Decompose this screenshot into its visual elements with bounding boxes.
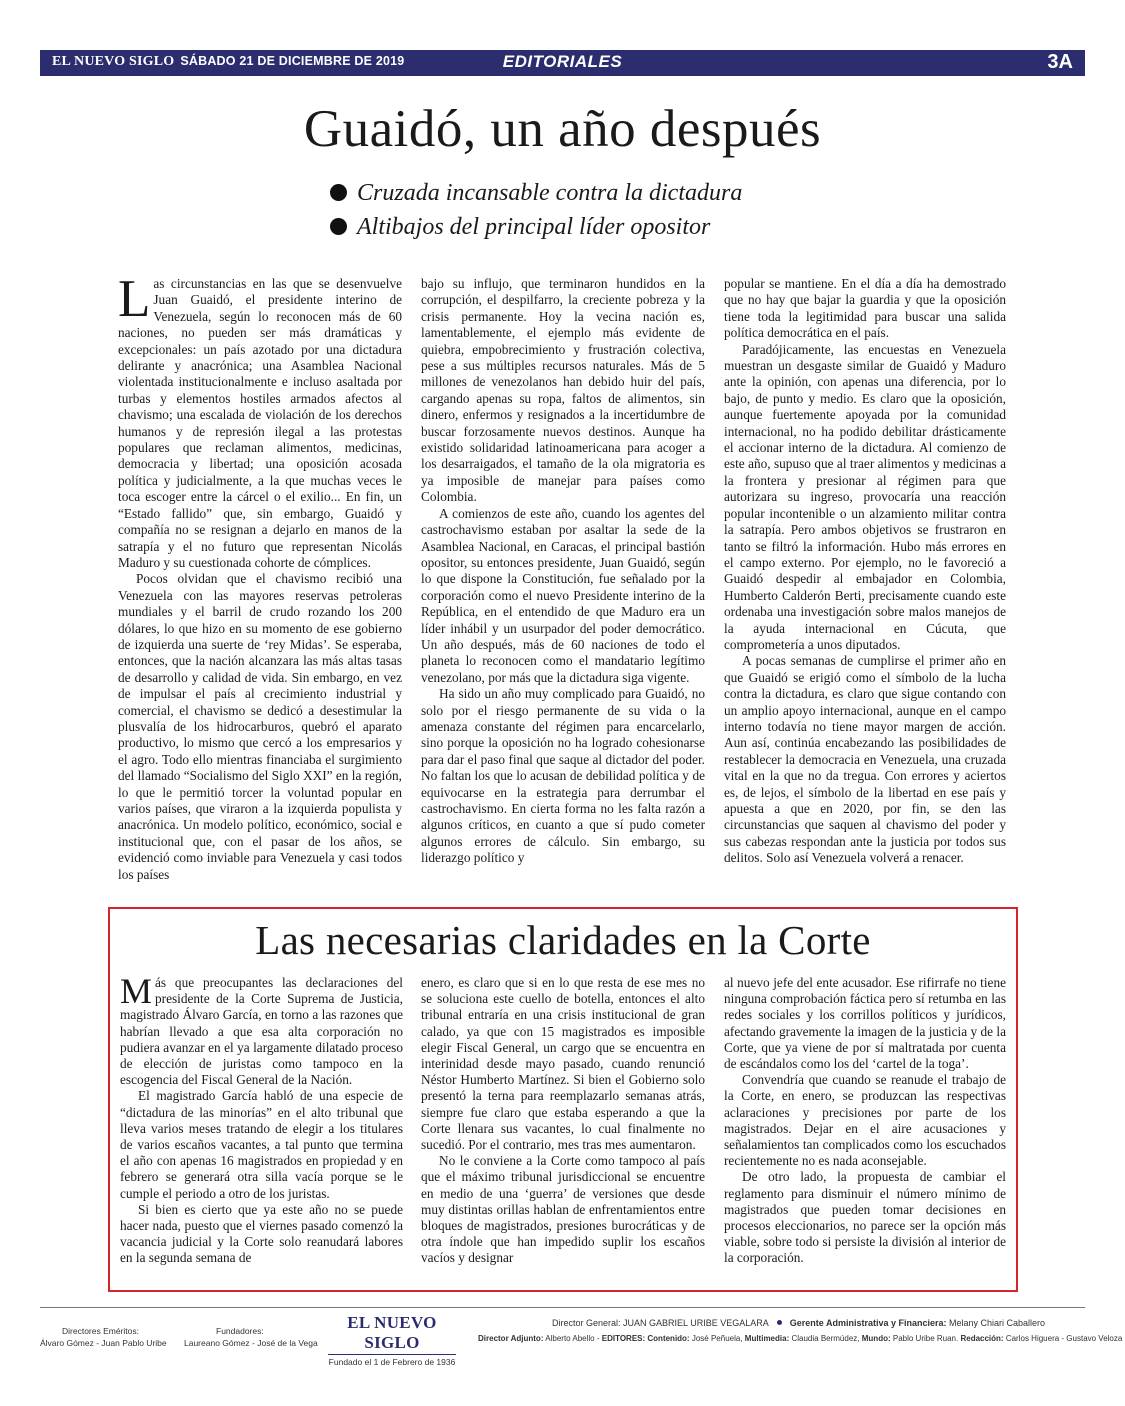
paragraph: De otro lado, la propuesta de cambiar el reglamento para disminuir el número mínimo de magistrados que pueden tomar decisiones en procesos eleccionarios, no parece ser la opción más viable, sobre todo si persiste la división al interior de la corporación. (724, 1169, 1006, 1266)
article-2-headline: Las necesarias claridades en la Corte (255, 917, 871, 963)
footer-fundadores-label: Fundadores: (216, 1326, 264, 1336)
mundo-label: Mundo: (861, 1334, 891, 1343)
footer-divider (40, 1307, 1085, 1308)
gerente-label: Gerente Administrativa y Financiera: (789, 1318, 947, 1328)
paragraph: Paradójicamente, las encuestas en Venezuela muestran un desgaste similar de Guaidó y Maduro ante la opinión, con apenas una diferencia, por lo bajo, de punto y medio. Es claro que la oposición, aunque fuertemente apoyada por la comunidad internacional, no ha podido debilitar drásticamente el accionar interno de la dictadura. Al comienzo de este año, supuso que al traer alimentos y medicinas a la frontera y presionar al régimen para que autorizara su ingreso, provocaría una reacción popular incontenible o un alzamiento militar contra la satrapía. Pero ambos objetivos se frustraron en tanto se filtró la información. Hubo más errores en el campo externo. Por ejemplo, no le favoreció a Guaidó despedir al embajador en Colombia, Humberto Calderón Berti, precisamente cuando este ordenaba una investigación sobre malos manejos de la ayuda internacional en Cúcuta, que comprometería a unos diputados. (724, 341, 1006, 652)
footer-logo: EL NUEVO SIGLO (347, 1313, 437, 1352)
footer-emeritos-label: Directores Eméritos: (62, 1326, 139, 1336)
article-2-column-1 (120, 971, 403, 1267)
paragraph-text: ás que preocupantes las declaraciones del presidente de la Corte Suprema de Justicia, magistrado Álvaro García, en torno a las razones que habrían llevado a que esa alta corporación no pudiera avanzar en el ya largamente dilatado proceso de elección de juristas como tampoco en la escogencia del Fiscal General de la Nación. (120, 975, 403, 1088)
director-general-label: Director General: (552, 1318, 621, 1328)
article-2-column-2 (421, 975, 705, 1267)
drop-cap: M (120, 971, 153, 1011)
paragraph: El magistrado García habló de una especie de “dictadura de las minorías” en el alto tribunal que lleva varios meses tratando de elegir a los titulares de varios escaños vacantes, a tal punto que termina el año con apenas 16 magistrados en propiedad y en febrero se generará otra silla vacía porque se le cumple el periodo a otro de los juristas. (120, 1088, 403, 1201)
drop-cap: L (118, 270, 151, 328)
bullet-icon (330, 184, 347, 201)
paragraph: Pocos olvidan que el chavismo recibió una Venezuela con las mayores reservas petroleras mundiales y el barril de crudo rozando los 200 dólares, lo que hizo en su momento de ese gobierno de izquierda una suerte de ‘rey Midas’. Se esperaba, entonces, que la nación alcanzara las más altas tasas de desarrollo y calidad de vida. Sin embargo, en vez de impulsar el país al crecimiento industrial y comercial, el chavismo se dedicó a desestimular la plusvalía de los hidrocarburos, quebró el aparato productivo, lo mismo que cercó a los empresarios y el agro. Todo ello mientras financiaba el surgimiento del llamado “Socialismo del Siglo XXI” en la región, lo que le permitió torcer la voluntad popular en varios países, que viraron a la izquierda populista y anacrónica. Un modelo político, económico, social e institucional que, con el pasar de los años, se evidenció como inviable para Venezuela y casi todos los países (118, 571, 402, 882)
deck-text: Altibajos del principal líder opositor (357, 214, 711, 240)
redaccion-label: Redacción: (960, 1334, 1004, 1343)
article-2-column-3 (724, 975, 1006, 1267)
header-brand: EL NUEVO SIGLO (52, 54, 175, 69)
paragraph: popular se mantiene. En el día a día ha demostrado que no hay que bajar la guardia y que la oposición tiene toda la legitimidad para buscar una salida política democrática en el país. (724, 276, 1006, 341)
article-1-deck-2 (330, 210, 850, 244)
mundo-name: Pablo Uribe Ruan. (892, 1334, 959, 1343)
article-1-deck-1 (330, 176, 850, 210)
paragraph: bajo su influjo, que terminaron hundidos en la corrupción, el despilfarro, la creciente pobreza y la crisis permanente. Hoy la vecina nación es, lamentablemente, el ejemplo más evidente de quiebra, empobrecimiento y frustración colectiva, pese a sus múltiples recursos naturales. Más de 5 millones de venezolanos han debido huir del país, cargando apenas su ropa, faltos de alimentos, sin dinero, enfermos y resignados a la incertidumbre de buscar forzosamente nuevos destinos. Aunque ha existido solidaridad latinoamericana para acoger a los desarraigados, el tamaño de la ola migratoria es ya imposible de manejar para países como Colombia. (421, 276, 705, 505)
multimedia-name: Claudia Bermúdez, (791, 1334, 860, 1343)
separator-dot-icon (777, 1320, 782, 1325)
paragraph: A pocas semanas de cumplirse el primer año en que Guaidó se erigió como el símbolo de la lucha contra la dictadura, es claro que sigue contando con un amplio apoyo internacional, aunque en el campo interno todavía no tiene mayor margen de acción. Aun así, continúa encabezando las posibilidades de restablecer la democracia en Venezuela, una cruzada vital en la que no da tregua. Con errores y aciertos es, de lejos, el símbolo de la libertad en ese país y apuesta a que en 2020, por fin, se den las circunstancias que saquen al chavismo del poder y sus cabezas respondan ante la justicia por todos sus delitos. Solo así Venezuela volverá a renacer. (724, 653, 1006, 866)
article-1-column-3 (724, 276, 1006, 867)
paragraph: A comienzos de este año, cuando los agentes del castrochavismo estaban por asaltar la sede de la Asamblea Nacional, en Caracas, el principal bastión opositor, su entonces presidente, Juan Guaidó, según lo que dispone la Constitución, fue señalado por la corporación como el nuevo Presidente interino de la República, en el entendido de que Maduro era un líder inhábil y un usurpador del poder democrático. Un año después, más de 60 naciones de todo el planeta lo reconocen como el mandatario legítimo venezolano, por más que la dictadura siga vigente. (421, 505, 705, 685)
paragraph: Convendría que cuando se reanude el trabajo de la Corte, en enero, se produzcan las respectivas aclaraciones y precisiones por parte de los magistrados. Dejar en el aire acusaciones y señalamientos tan complicados como los escuchados recientemente no es nada aconsejable. (724, 1072, 1006, 1169)
director-general-name: JUAN GABRIEL URIBE VEGALARA (623, 1318, 769, 1328)
footer-founded: Fundado el 1 de Febrero de 1936 (328, 1354, 456, 1367)
director-adjunto-name: Alberto Abello (545, 1334, 595, 1343)
paragraph: Ha sido un año muy complicado para Guaidó, no solo por el riesgo permanente de su vida o la amenaza constante del régimen para encarcelarlo, sino porque la oposición no ha logrado cohesionarse para dar el paso final que saque al dictador del poder. No faltan los que lo acusan de debilidad política y de equivocarse en la estrategia para derrumbar el castrochavismo. En cierta forma no les falta razón a algunos críticos, en cuanto a que sí pudo cometer algunos errores de cálculo. Sin embargo, su liderazgo político y (421, 686, 705, 866)
article-1-headline: Guaidó, un año después (303, 100, 822, 158)
paragraph: Si bien es cierto que ya este año no se puede hacer nada, puesto que el viernes pasado comenzó la vacancia judicial y la Corte solo reanudará labores en la segunda semana de (120, 1201, 403, 1266)
footer-masthead (328, 1313, 456, 1367)
multimedia-label: Multimedia: (744, 1334, 790, 1343)
footer-credits-line-2: Director Adjunto: Alberto Abello - EDITORES: Contenido: José Peñuela, Multimedia: Claudia Bermúdez, Mundo: Pablo Uribe Ruan. Redacción: Carlos Higuera - Gustavo Veloza (478, 1334, 1123, 1343)
paragraph (118, 270, 402, 571)
page-number: 3A (1047, 51, 1073, 73)
paragraph: No le conviene a la Corte como tampoco al país que el máximo tribunal jurisdiccional se encuentre en medio de una ‘guerra’ de versiones que desde muy distintas orillas hablan de enfrentamientos entre bloques de magistrados, presiones burocráticas y de otra índole que han impedido suplir los escaños vacíos y designar (421, 1153, 705, 1266)
article-1-decks (330, 176, 850, 244)
editores-name: José Peñuela, (691, 1334, 743, 1343)
footer-fundadores-names: Laureano Gómez - José de la Vega (184, 1338, 318, 1348)
section-header-bar (40, 50, 1085, 76)
footer-emeritos-names: Álvaro Gómez - Juan Pablo Uribe (40, 1338, 167, 1348)
director-adjunto-label: Director Adjunto: (478, 1334, 544, 1343)
paragraph: enero, es claro que si en lo que resta de ese mes no se soluciona este cuello de botella, entonces el alto tribunal entraría en una crisis institucional de gran calado, ya que con 15 magistrados es imposible elegir Fiscal General, un cargo que se encuentra en interinidad desde mayo pasado, cuando renunció Néstor Humberto Martínez. Si bien el Gobierno solo presentó la terna para reemplazarlo semanas atrás, siempre fue claro que estaba esperando a que la Corte llenara sus vacantes, lo cual finalmente no sucedió. Por el contrario, mes tras mes aumentaron. (421, 975, 705, 1153)
editores-label: EDITORES: Contenido: (601, 1334, 690, 1343)
paragraph: al nuevo jefe del ente acusador. Ese rifirrafe no tiene ninguna comprobación fáctica pero sí retumba en las redes sociales y los corrillos políticos y jurídicos, afectando gravemente la imagen de la justicia y de la Corte, que ya viene de por sí maltratada por cuenta de escándalos como los del ‘cartel de la toga’. (724, 975, 1006, 1072)
deck-text: Cruzada incansable contra la dictadura (357, 180, 743, 206)
paragraph-text: as circunstancias en las que se desenvuelve Juan Guaidó, el presidente interino de Venezuela, según lo reconocen más de 60 naciones, no pueden ser más dramáticas y excepcionales: un país azotado por una dictadura delirante y anacrónica; una Asamblea Nacional violentada institucionalmente e incluso asaltada por turbas y elementos hostiles armados afectos al chavismo; una escalada de violación de los derechos humanos y de represión ilegal a las protestas populares que reclaman alimentos, medicinas, democracia y libertad; una oposición acosada política y judicialmente, a la que muchas veces le toca escoger entre la cárcel o el exilio... En fin, un “Estado fallido” que, sin embargo, Guaidó y compañía no se resignan a dejarlo en manos de la satrapía y el no futuro que representan Nicolás Maduro y su cuestionada cohorte de cómplices. (118, 276, 402, 570)
article-1-column-1 (118, 270, 402, 883)
article-1-column-2 (421, 276, 705, 867)
header-date: SÁBADO 21 DE DICIEMBRE DE 2019 (180, 54, 405, 68)
section-name: EDITORIALES (502, 52, 623, 71)
paragraph (120, 971, 403, 1088)
footer-credits-line-1 (552, 1318, 1045, 1328)
bullet-icon (330, 218, 347, 235)
redaccion-names: Carlos Higuera - Gustavo Veloza (1005, 1334, 1123, 1343)
gerente-name: Melany Chiari Caballero (949, 1318, 1046, 1328)
